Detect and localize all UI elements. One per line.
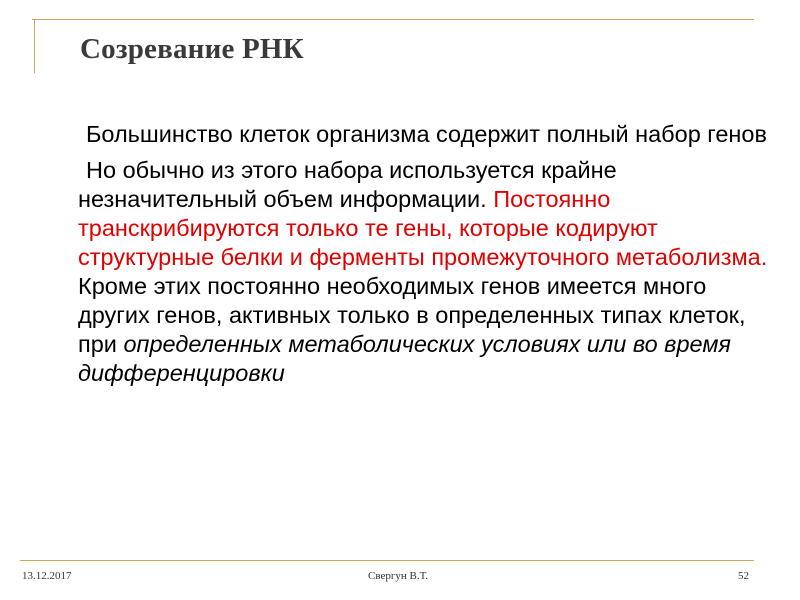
paragraph-2-highlight: Постоянно транскрибируются только те гены, которые кодируют структурные белки и ферменты промежуточного метаболизма.: [78, 186, 768, 270]
paragraph-2: [78, 156, 768, 388]
footer-author: Свергун В.Т.: [368, 570, 428, 582]
paragraph-2-intro: Но обычно из этого набора используется крайне незначительный объем информации.: [78, 157, 617, 212]
paragraph-2-continuation: Кроме этих постоянно необходимых генов имеется много других генов, активных только в определенных типах клеток, при: [78, 273, 746, 357]
paragraph-1-text: Большинство клеток организма содержит полный набор генов: [86, 121, 767, 147]
slide-title: Созревание РНК: [80, 33, 304, 65]
paragraph-2-italic: определенных метаболических условиях или во время дифференцировки: [78, 331, 731, 386]
footer-date: 13.12.2017: [22, 570, 72, 582]
left-rule: [34, 19, 35, 73]
bottom-rule: [20, 560, 754, 561]
slide-body: [78, 120, 768, 388]
footer-page-number: 52: [738, 570, 749, 582]
top-rule: [32, 19, 754, 20]
paragraph-1: [78, 120, 768, 149]
